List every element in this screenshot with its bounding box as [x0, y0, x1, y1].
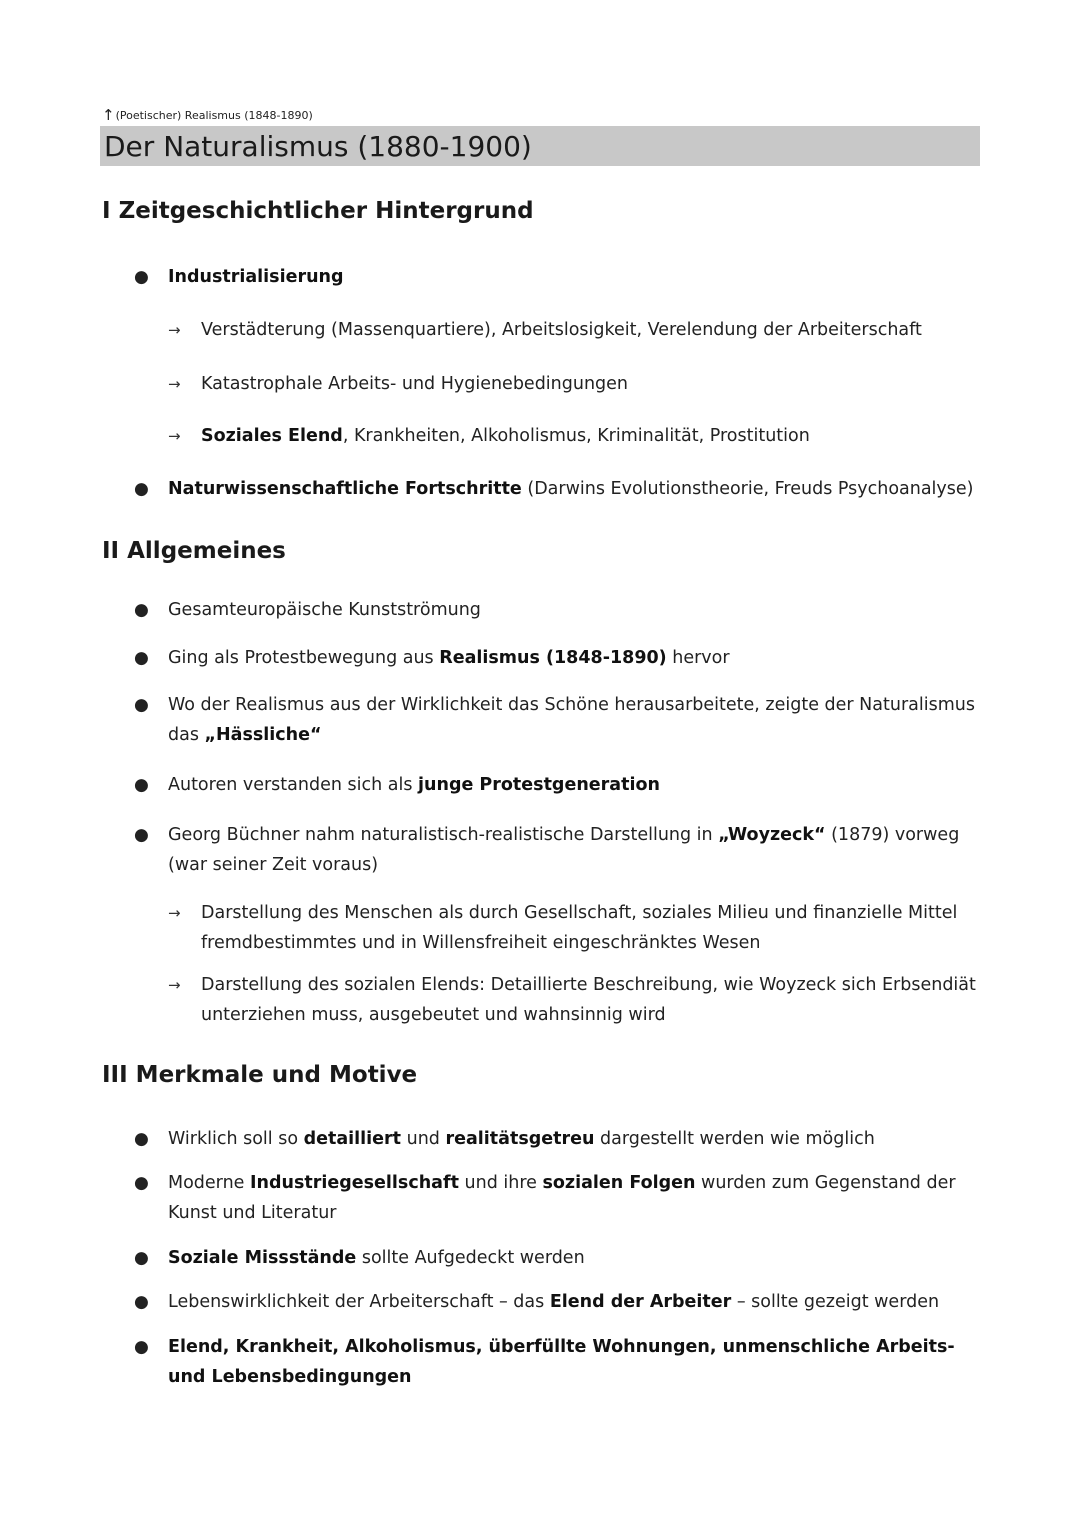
sub-list-item: → Darstellung des sozialen Elends: Detaillierte Beschreibung, wie Woyzeck sich Erbsendiät unterziehen muss, ausgebeutet und wahnsinnig wird: [168, 970, 978, 1030]
bullet-icon: ●: [134, 775, 149, 795]
arrow-right-icon: →: [168, 375, 181, 393]
previous-topic-label: (Poetischer) Realismus (1848-1890): [115, 109, 313, 122]
list-item: ● Gesamteuropäische Kunstströmung: [168, 595, 978, 625]
arrow-right-icon: →: [168, 904, 181, 922]
list-item: ● Ging als Protestbewegung aus Realismus (1848-1890) hervor: [168, 643, 978, 673]
bullet-icon: ●: [134, 600, 149, 620]
bullet-icon: ●: [134, 695, 149, 715]
sub-list-item: → Katastrophale Arbeits- und Hygienebedingungen: [168, 369, 978, 399]
arrow-right-icon: →: [168, 976, 181, 994]
list-item: ● Industrialisierung: [168, 262, 978, 292]
page-title: Der Naturalismus (1880-1900): [104, 130, 532, 163]
title-bar: [100, 126, 980, 166]
list-item: ● Lebenswirklichkeit der Arbeiterschaft – das Elend der Arbeiter – sollte gezeigt werden: [168, 1287, 978, 1317]
bullet-icon: ●: [134, 1248, 149, 1268]
bullet-icon: ●: [134, 1337, 149, 1357]
list-item: ● Soziale Missstände sollte Aufgedeckt werden: [168, 1243, 978, 1273]
list-item: ● Naturwissenschaftliche Fortschritte (Darwins Evolutionstheorie, Freuds Psychoanalyse): [168, 474, 978, 504]
list-item: ● Elend, Krankheit, Alkoholismus, überfüllte Wohnungen, unmenschliche Arbeits- und Lebensbedingungen: [168, 1332, 978, 1392]
list-item: ● Georg Büchner nahm naturalistisch-realistische Darstellung in „Woyzeck“ (1879) vorweg (war seiner Zeit voraus): [168, 820, 978, 880]
list-item: ● Wo der Realismus aus der Wirklichkeit das Schöne herausarbeitete, zeigte der Naturalismus das „Hässliche“: [168, 690, 978, 750]
bullet-icon: ●: [134, 1292, 149, 1312]
bullet-icon: ●: [134, 1129, 149, 1149]
bullet-icon: ●: [134, 825, 149, 845]
bullet-icon: ●: [134, 479, 149, 499]
sub-list-item: → Darstellung des Menschen als durch Gesellschaft, soziales Milieu und finanzielle Mittel fremdbestimmtes und in Willensfreiheit eingeschränktes Wesen: [168, 898, 978, 958]
bullet-icon: ●: [134, 648, 149, 668]
arrow-right-icon: →: [168, 427, 181, 445]
previous-topic-link[interactable]: [102, 106, 313, 124]
list-item: ● Autoren verstanden sich als junge Protestgeneration: [168, 770, 978, 800]
sub-list-item: → Verstädterung (Massenquartiere), Arbeitslosigkeit, Verelendung der Arbeiterschaft: [168, 315, 978, 345]
bullet-icon: ●: [134, 267, 149, 287]
arrow-right-icon: →: [168, 321, 181, 339]
section-heading-2: II Allgemeines: [102, 538, 286, 564]
section-heading-1: I Zeitgeschichtlicher Hintergrund: [102, 198, 534, 224]
list-item: ● Wirklich soll so detailliert und realitätsgetreu dargestellt werden wie möglich: [168, 1124, 978, 1154]
list-item: ● Moderne Industriegesellschaft und ihre sozialen Folgen wurden zum Gegenstand der Kunst und Literatur: [168, 1168, 978, 1228]
arrow-up-icon: ↑: [102, 106, 115, 124]
sub-list-item: → Soziales Elend, Krankheiten, Alkoholismus, Kriminalität, Prostitution: [168, 421, 978, 451]
bullet-icon: ●: [134, 1173, 149, 1193]
section-heading-3: III Merkmale und Motive: [102, 1062, 418, 1088]
